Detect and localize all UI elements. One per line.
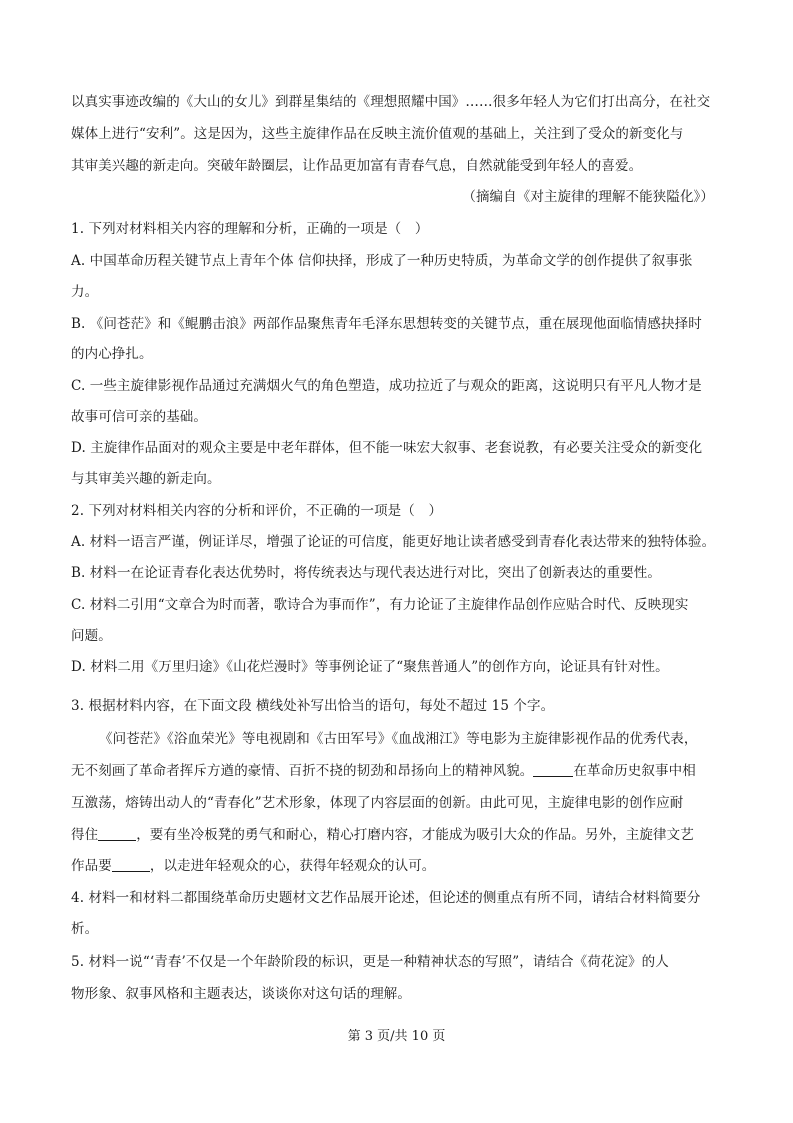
question-2-stem: 2. 下列对材料相关内容的分析和评价，不正确的一项是（ ） <box>71 503 443 519</box>
question-4-stem: 4. 材料一和材料二都围绕革命历史题材文艺作品展开论述，但论述的侧重点有所不同，请结合材料简要分 <box>71 890 701 906</box>
q3-passage-text: 在革命历史叙事中相 <box>573 763 696 779</box>
q3-passage-line: 互激荡，熔铸出动人的“青春化”艺术形象，体现了内容层面的创新。由此可见，主旋律电影的创作应耐 <box>71 795 684 811</box>
q3-passage-text: 得住 <box>71 827 99 843</box>
material-line: 其审美兴趣的新走向。突破年龄圈层，让作品更加富有青春气息，自然就能受到年轻人的喜爱。 <box>71 158 643 174</box>
material-line: 以真实事迹改编的《大山的女儿》到群星集结的《理想照耀中国》……很多年轻人为它们打出高分，在社交 <box>71 94 711 110</box>
answer-blank-2[interactable] <box>98 826 136 841</box>
q2-option-c: C. 材料二引用“文章合为时而著，歌诗合为事而作”，有力论证了主旋律作品创作应贴合时代、反映现实 <box>71 597 689 613</box>
question-4-stem-cont: 析。 <box>71 921 99 937</box>
q3-passage-line <box>71 761 696 781</box>
question-3-stem: 3. 根据材料内容，在下面文段 横线处补写出恰当的语句，每处不超过 15 个字。 <box>71 698 555 714</box>
q3-passage-line <box>71 856 435 876</box>
answer-blank-3[interactable] <box>112 857 150 872</box>
answer-blank-1[interactable] <box>533 762 573 777</box>
q3-passage-line <box>71 825 694 845</box>
q3-passage-text: 作品要 <box>71 858 112 874</box>
q1-option-a-cont: 力。 <box>71 284 99 300</box>
q1-option-a: A. 中国革命历程关键节点上青年个体 信仰抉择，形成了一种历史特质，为革命文学的创作提供了叙事张 <box>71 253 693 269</box>
question-1-stem: 1. 下列对材料相关内容的理解和分析，正确的一项是（ ） <box>71 221 429 237</box>
q2-option-d: D. 材料二用《万里归途》《山花烂漫时》等事例论证了“聚焦普通人”的创作方向，论证具有针对性。 <box>71 659 669 675</box>
source-citation: （摘编自《对主旋律的理解不能狭隘化》） <box>462 189 714 205</box>
question-5-stem-cont: 物形象、叙事风格和主题表达，谈谈你对这句话的理解。 <box>71 986 411 1002</box>
q1-option-d-cont: 与其审美兴趣的新走向。 <box>71 471 221 487</box>
q2-option-b: B. 材料一在论证青春化表达优势时，将传统表达与现代表达进行对比，突出了创新表达的重要性。 <box>71 565 662 581</box>
q3-passage-text: ，要有坐冷板凳的勇气和耐心，精心打磨内容，才能成为吸引大众的作品。另外，主旋律文艺 <box>136 827 694 843</box>
q1-option-b-cont: 的内心挣扎。 <box>71 346 153 362</box>
q1-option-c-cont: 故事可信可亲的基础。 <box>71 409 207 425</box>
page-number-footer: 第 3 页/共 10 页 <box>347 1029 446 1044</box>
q3-passage-text: 无不刻画了革命者挥斥方遒的豪情、百折不挠的韧劲和昂扬向上的精神风貌。 <box>71 763 534 779</box>
q2-option-c-cont: 问题。 <box>71 628 112 644</box>
question-5-stem: 5. 材料一说“‘青春’不仅是一个年龄阶段的标识，更是一种精神状态的写照”，请结合《荷花淀》的人 <box>71 954 669 970</box>
material-line: 媒体上进行“安利”。这是因为，这些主旋律作品在反映主流价值观的基础上，关注到了受众的新变化与 <box>71 126 684 142</box>
q1-option-d: D. 主旋律作品面对的观众主要是中老年群体，但不能一味宏大叙事、老套说教，有必要关注受众的新变化 <box>71 440 703 456</box>
q3-passage-text: ，以走进年轻观众的心，获得年轻观众的认可。 <box>149 858 436 874</box>
q1-option-c: C. 一些主旋律影视作品通过充满烟火气的角色塑造，成功拉近了与观众的距离，这说明只有平凡人物才是 <box>71 378 702 394</box>
q2-option-a: A. 材料一语言严谨，例证详尽，增强了论证的可信度，能更好地让读者感受到青春化表达带来的独特体验。 <box>71 534 716 550</box>
q3-passage-line: 《问苍茫》《浴血荣光》等电视剧和《古田军号》《血战湘江》等电影为主旋律影视作品的优秀代表， <box>99 731 698 747</box>
q1-option-b: B. 《问苍茫》和《鲲鹏击浪》两部作品聚焦青年毛泽东思想转变的关键节点，重在展现他面临情感抉择时 <box>71 316 702 332</box>
